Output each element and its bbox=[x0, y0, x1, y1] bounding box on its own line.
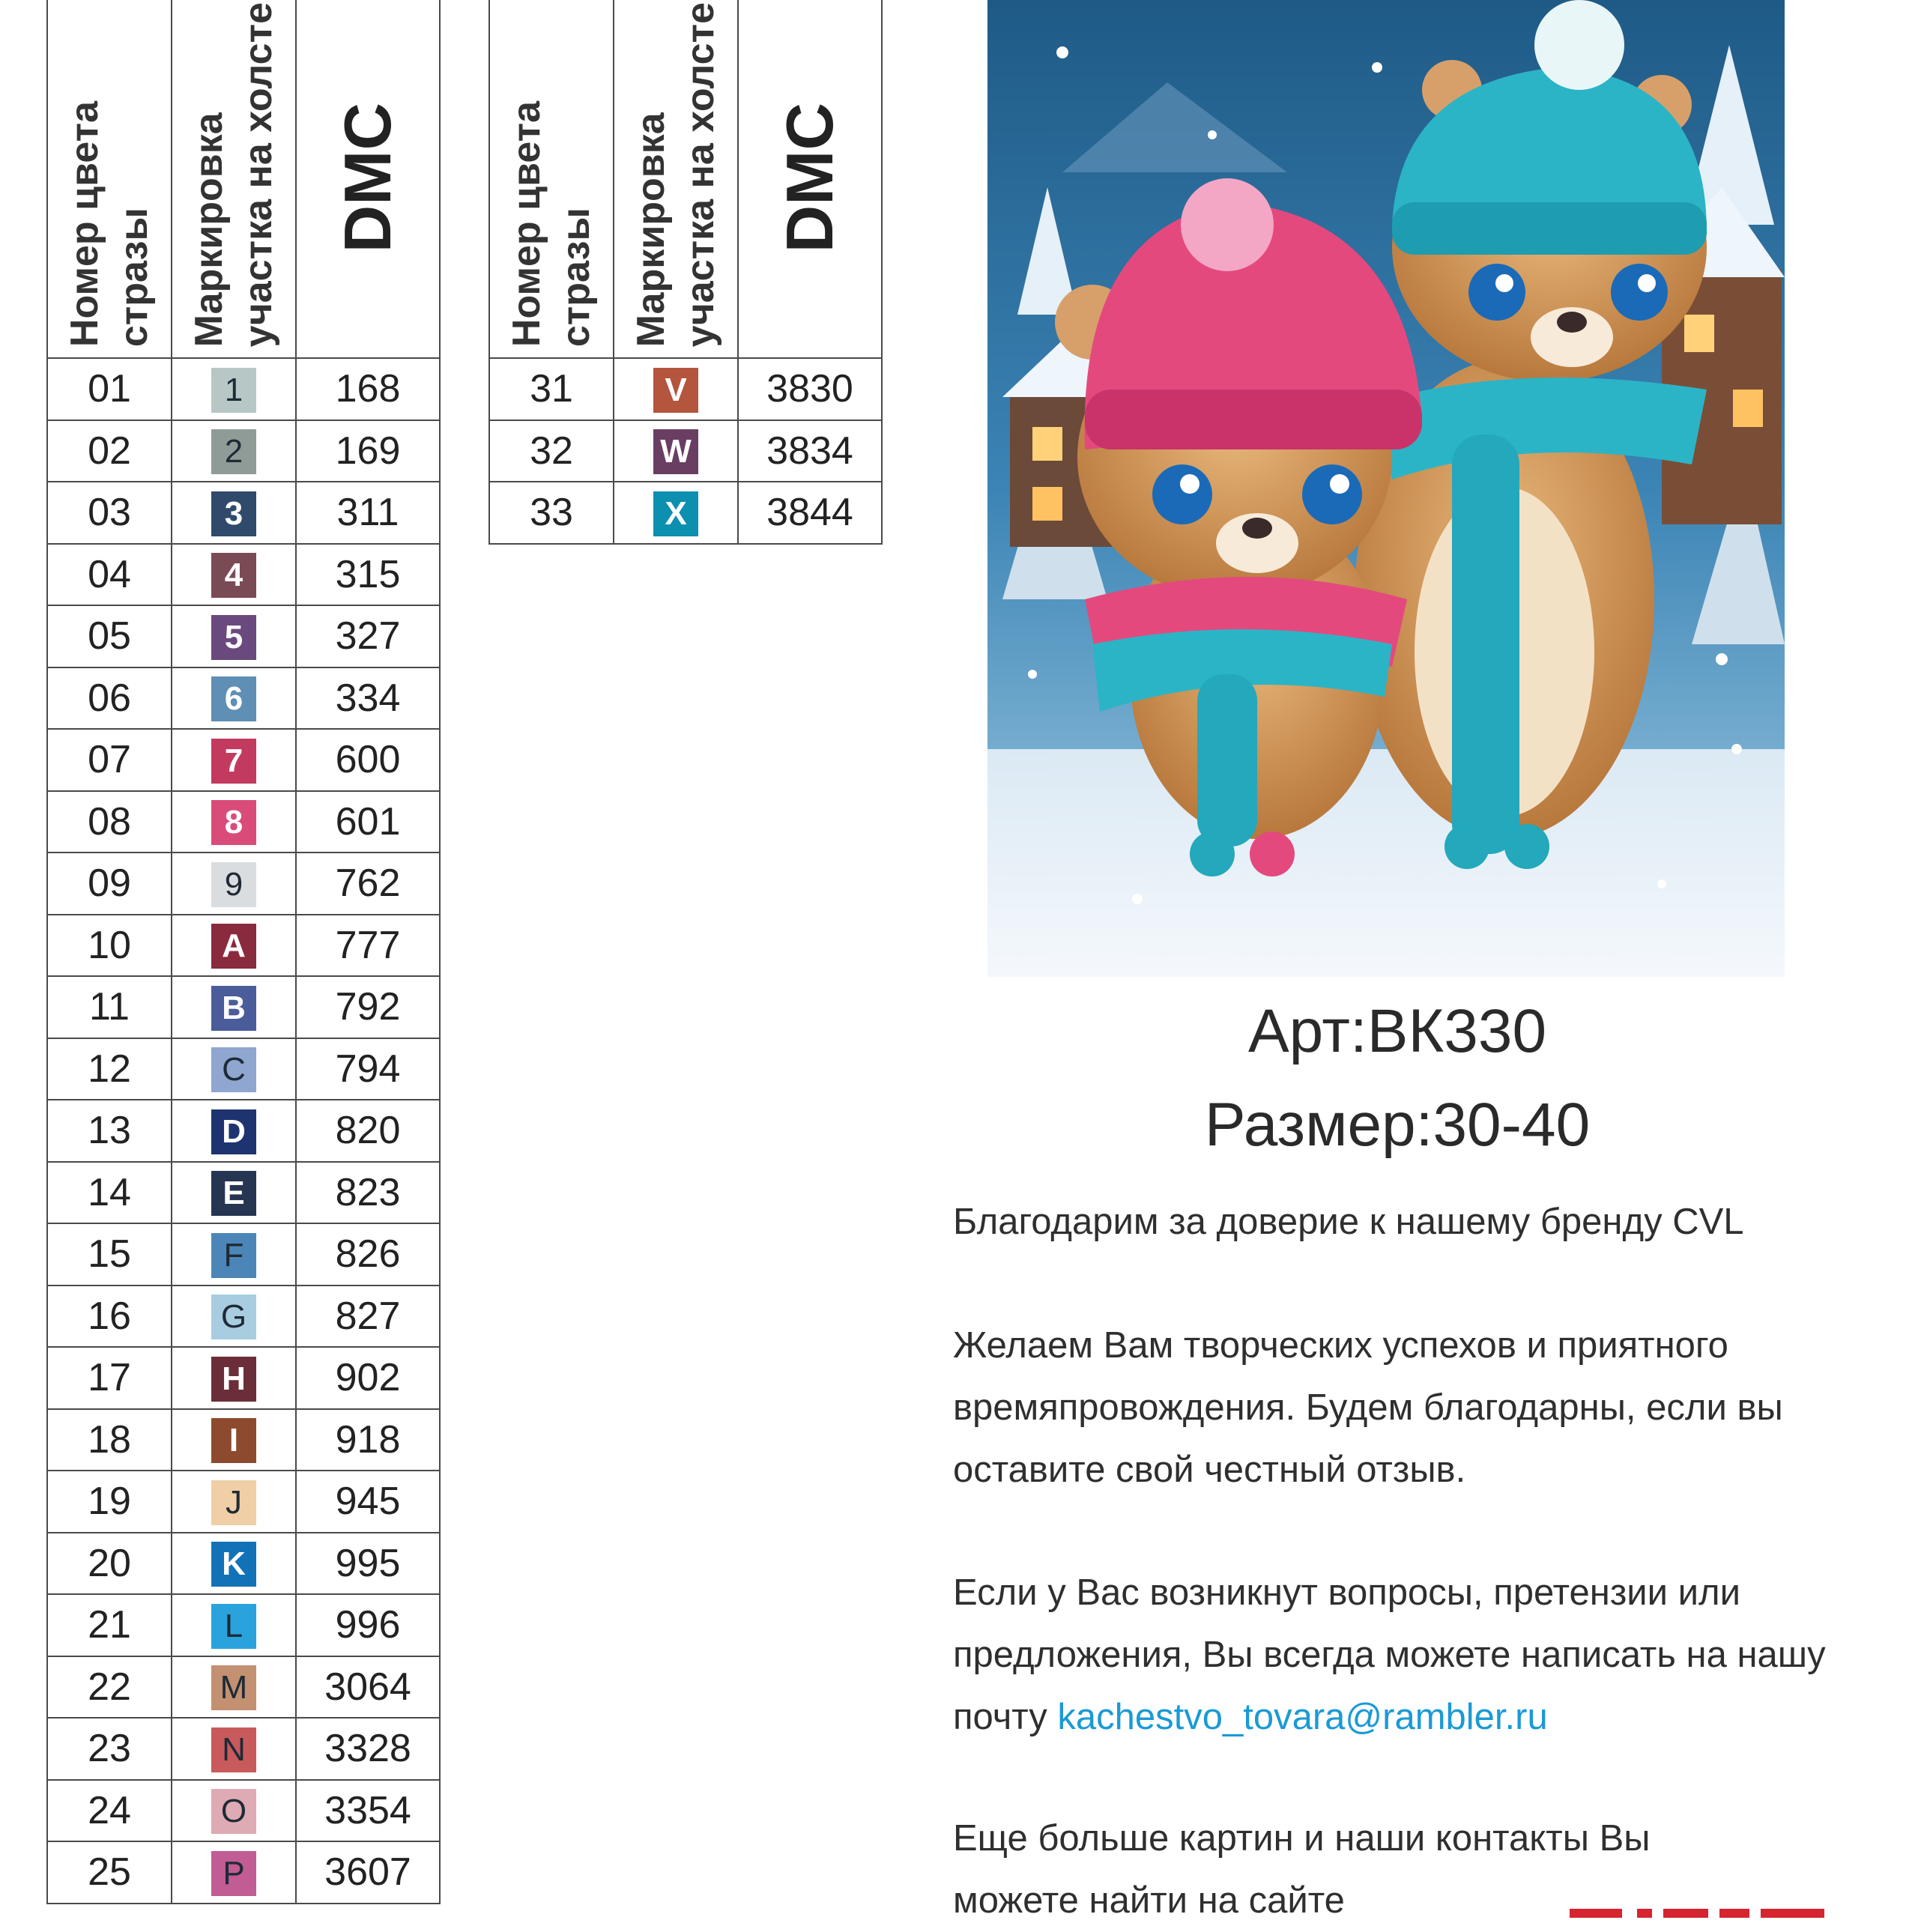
color-number-cell: 01 bbox=[47, 358, 172, 420]
table-row bbox=[47, 1162, 440, 1224]
color-number-cell: 07 bbox=[47, 729, 172, 791]
dmc-code-cell: 334 bbox=[296, 667, 440, 730]
color-table-left bbox=[46, 0, 441, 1904]
table-row bbox=[47, 1718, 440, 1780]
article-code: Арт:ВК330 bbox=[1247, 997, 1547, 1065]
color-number-cell: 18 bbox=[47, 1409, 172, 1471]
color-number-cell: 33 bbox=[489, 482, 614, 544]
color-swatch: D bbox=[211, 1109, 256, 1154]
table-row bbox=[489, 420, 882, 482]
table-row bbox=[47, 1533, 440, 1595]
marking-cell bbox=[172, 1841, 296, 1904]
marking-cell bbox=[172, 729, 296, 791]
header-cell-marking bbox=[614, 0, 738, 358]
marking-cell bbox=[172, 605, 296, 667]
color-number-cell: 16 bbox=[47, 1286, 172, 1348]
dmc-code-cell: 315 bbox=[296, 544, 440, 606]
header-cell-dmc bbox=[738, 0, 882, 358]
dmc-code-cell: 995 bbox=[296, 1533, 440, 1595]
table-row bbox=[47, 729, 440, 791]
thanks-paragraph: Благодарим за доверие к нашему бренду CVL bbox=[953, 1202, 1744, 1242]
color-swatch: J bbox=[211, 1480, 256, 1525]
header-color-number: Номер цвета стразы bbox=[63, 100, 156, 347]
marking-cell bbox=[172, 1162, 296, 1224]
dmc-code-cell: 794 bbox=[296, 1038, 440, 1100]
marking-cell bbox=[172, 976, 296, 1038]
dmc-code-cell: 311 bbox=[296, 482, 440, 544]
color-swatch: N bbox=[211, 1727, 256, 1772]
table-row bbox=[47, 1038, 440, 1100]
dmc-code-cell: 3328 bbox=[296, 1718, 440, 1780]
marking-cell bbox=[614, 358, 738, 420]
table-row bbox=[47, 667, 440, 730]
table-row bbox=[47, 482, 440, 544]
dmc-code-cell: 3607 bbox=[296, 1841, 440, 1904]
marking-cell bbox=[172, 1100, 296, 1162]
color-number-cell: 13 bbox=[47, 1100, 172, 1162]
marking-cell bbox=[614, 482, 738, 544]
marking-cell bbox=[172, 853, 296, 915]
table-row bbox=[47, 1471, 440, 1533]
color-table-right bbox=[488, 0, 883, 545]
color-swatch: X bbox=[653, 491, 698, 536]
color-swatch: P bbox=[211, 1851, 256, 1896]
marking-cell bbox=[172, 358, 296, 420]
header-cell-dmc bbox=[296, 0, 440, 358]
color-swatch: K bbox=[211, 1542, 256, 1587]
table-row bbox=[47, 1347, 440, 1409]
color-swatch: E bbox=[211, 1171, 256, 1216]
color-number-cell: 31 bbox=[489, 358, 614, 420]
table-row bbox=[47, 853, 440, 915]
color-swatch: 5 bbox=[211, 615, 256, 660]
contact-label: Если у Вас возникнут вопросы, претензии или предложения, Вы всегда можете написать на нашу почту bbox=[953, 1572, 1826, 1737]
table-row bbox=[47, 1286, 440, 1348]
color-number-cell: 20 bbox=[47, 1533, 172, 1595]
marking-cell bbox=[172, 1223, 296, 1286]
dmc-code-cell: 945 bbox=[296, 1471, 440, 1533]
marking-cell bbox=[172, 1780, 296, 1842]
color-swatch: 9 bbox=[211, 862, 256, 907]
dmc-code-cell: 777 bbox=[296, 915, 440, 977]
color-number-cell: 09 bbox=[47, 853, 172, 915]
marking-cell bbox=[172, 1718, 296, 1780]
color-swatch: C bbox=[211, 1047, 256, 1092]
table-row bbox=[47, 605, 440, 667]
color-number-cell: 21 bbox=[47, 1594, 172, 1656]
color-number-cell: 23 bbox=[47, 1718, 172, 1780]
marking-cell bbox=[172, 1409, 296, 1471]
dmc-code-cell: 826 bbox=[296, 1223, 440, 1286]
color-number-cell: 14 bbox=[47, 1162, 172, 1224]
table-row bbox=[47, 1223, 440, 1286]
table-row bbox=[47, 1841, 440, 1904]
color-swatch: A bbox=[211, 924, 256, 969]
marking-cell bbox=[172, 420, 296, 482]
dmc-code-cell: 168 bbox=[296, 358, 440, 420]
color-swatch: L bbox=[211, 1604, 256, 1649]
color-number-cell: 25 bbox=[47, 1841, 172, 1904]
contact-text bbox=[953, 1562, 1852, 1748]
dmc-code-cell: 169 bbox=[296, 420, 440, 482]
marking-cell bbox=[172, 1656, 296, 1718]
table-row bbox=[47, 1409, 440, 1471]
more-paragraph: Еще больше картин и наши контакты Вы можете найти на сайте bbox=[953, 1818, 1651, 1921]
marking-cell bbox=[172, 791, 296, 853]
marking-cell bbox=[172, 1594, 296, 1656]
color-swatch: F bbox=[211, 1233, 256, 1278]
dmc-code-cell: 3830 bbox=[738, 358, 882, 420]
color-number-cell: 17 bbox=[47, 1347, 172, 1409]
dmc-code-cell: 3834 bbox=[738, 420, 882, 482]
wish-text bbox=[953, 1315, 1852, 1501]
table-row bbox=[47, 915, 440, 977]
product-illustration-bears bbox=[987, 0, 1785, 977]
color-number-cell: 06 bbox=[47, 667, 172, 730]
color-swatch: I bbox=[211, 1418, 256, 1463]
dmc-code-cell: 327 bbox=[296, 605, 440, 667]
snow-ground bbox=[987, 749, 1785, 977]
table-row bbox=[47, 1594, 440, 1656]
color-swatch: 1 bbox=[211, 368, 256, 413]
header-color-number: Номер цвета стразы bbox=[505, 100, 598, 347]
wish-paragraph: Желаем Вам творческих успехов и приятного времяпровождения. Будем благодарны, если вы оставите свой честный отзыв. bbox=[953, 1325, 1783, 1490]
color-swatch: O bbox=[211, 1789, 256, 1834]
table-row bbox=[47, 420, 440, 482]
table-row bbox=[47, 544, 440, 606]
dmc-code-cell: 3844 bbox=[738, 482, 882, 544]
color-swatch: 4 bbox=[211, 553, 256, 598]
table-header bbox=[489, 0, 882, 358]
marking-cell bbox=[172, 667, 296, 730]
header-dmc: DMC bbox=[772, 102, 847, 252]
color-number-cell: 11 bbox=[47, 976, 172, 1038]
color-number-cell: 02 bbox=[47, 420, 172, 482]
dmc-code-cell: 996 bbox=[296, 1594, 440, 1656]
table-row bbox=[489, 482, 882, 544]
marking-cell bbox=[172, 482, 296, 544]
color-swatch: 8 bbox=[211, 800, 256, 845]
color-swatch: 3 bbox=[211, 491, 256, 536]
marking-cell bbox=[172, 1347, 296, 1409]
color-number-cell: 24 bbox=[47, 1780, 172, 1842]
header-cell-number bbox=[47, 0, 172, 358]
table-row bbox=[47, 1780, 440, 1842]
table-row bbox=[47, 1656, 440, 1718]
color-swatch: H bbox=[211, 1357, 256, 1402]
dmc-code-cell: 3064 bbox=[296, 1656, 440, 1718]
color-number-cell: 08 bbox=[47, 791, 172, 853]
email-link[interactable]: kachestvo_tovara@rambler.ru bbox=[1057, 1697, 1548, 1737]
marking-cell bbox=[172, 1471, 296, 1533]
marking-cell bbox=[172, 915, 296, 977]
color-swatch: G bbox=[211, 1294, 256, 1339]
color-number-cell: 10 bbox=[47, 915, 172, 977]
color-number-cell: 03 bbox=[47, 482, 172, 544]
dmc-code-cell: 827 bbox=[296, 1286, 440, 1348]
color-number-cell: 05 bbox=[47, 605, 172, 667]
thanks-text bbox=[953, 1191, 1852, 1253]
table-row bbox=[47, 791, 440, 853]
marking-cell bbox=[614, 420, 738, 482]
dmc-code-cell: 3354 bbox=[296, 1780, 440, 1842]
table-row bbox=[489, 358, 882, 420]
table-header bbox=[47, 0, 440, 358]
color-swatch: W bbox=[653, 429, 698, 474]
color-swatch: 6 bbox=[211, 676, 256, 721]
header-canvas-marking: Маркировка участка на холсте bbox=[629, 1, 722, 347]
header-canvas-marking: Маркировка участка на холсте bbox=[187, 1, 280, 347]
contact-paragraph bbox=[953, 1562, 1830, 1748]
color-number-cell: 04 bbox=[47, 544, 172, 606]
color-number-cell: 15 bbox=[47, 1223, 172, 1286]
dmc-code-cell: 792 bbox=[296, 976, 440, 1038]
dmc-code-cell: 600 bbox=[296, 729, 440, 791]
dmc-code-cell: 820 bbox=[296, 1100, 440, 1162]
marking-cell bbox=[172, 1286, 296, 1348]
dmc-code-cell: 902 bbox=[296, 1347, 440, 1409]
color-swatch: B bbox=[211, 986, 256, 1031]
color-number-cell: 12 bbox=[47, 1038, 172, 1100]
table-row bbox=[47, 358, 440, 420]
color-swatch: 2 bbox=[211, 429, 256, 474]
header-cell-number bbox=[489, 0, 614, 358]
marking-cell bbox=[172, 1533, 296, 1595]
color-number-cell: 19 bbox=[47, 1471, 172, 1533]
color-swatch: M bbox=[211, 1665, 256, 1710]
dmc-code-cell: 823 bbox=[296, 1162, 440, 1224]
color-number-cell: 32 bbox=[489, 420, 614, 482]
canvas-size: Размер:30-40 bbox=[1204, 1091, 1591, 1159]
header-dmc: DMC bbox=[330, 102, 405, 252]
marking-cell bbox=[172, 544, 296, 606]
table-row bbox=[47, 1100, 440, 1162]
table-row bbox=[47, 976, 440, 1038]
color-swatch: V bbox=[653, 368, 698, 413]
color-swatch: 7 bbox=[211, 739, 256, 784]
color-number-cell: 22 bbox=[47, 1656, 172, 1718]
dmc-code-cell: 601 bbox=[296, 791, 440, 853]
brand-logo-partial bbox=[1570, 1909, 1824, 1918]
header-cell-marking bbox=[172, 0, 296, 358]
dmc-code-cell: 762 bbox=[296, 853, 440, 915]
marking-cell bbox=[172, 1038, 296, 1100]
dmc-code-cell: 918 bbox=[296, 1409, 440, 1471]
